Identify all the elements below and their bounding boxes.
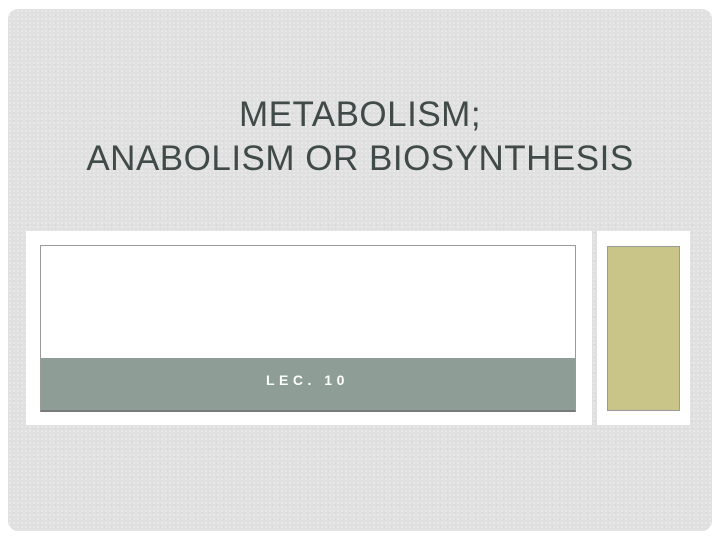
subtitle-panel bbox=[26, 231, 592, 425]
title-line-1: METABOLISM; bbox=[238, 95, 482, 134]
accent-panel bbox=[597, 231, 690, 425]
subtitle-frame bbox=[40, 245, 576, 412]
slide-title bbox=[8, 93, 712, 181]
slide bbox=[8, 9, 712, 531]
subtitle-band bbox=[41, 358, 575, 410]
slide-subtitle: LEC. 10 bbox=[266, 372, 349, 388]
title-line-2: ANABOLISM OR BIOSYNTHESIS bbox=[86, 139, 634, 178]
accent-block bbox=[607, 246, 680, 411]
